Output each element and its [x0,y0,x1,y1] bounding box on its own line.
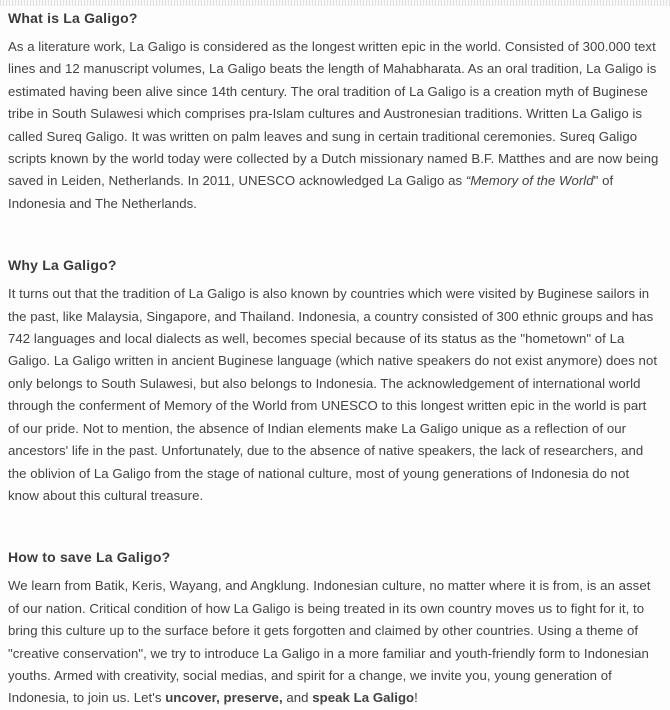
paragraph-text-bold: uncover, preserve, [165,690,283,706]
section-heading: How to save La Galigo? [8,549,171,566]
section-what-is-la-galigo [8,10,660,215]
paragraph-text: " of Indonesia and The Netherlands. [8,173,614,211]
paragraph-text: As a literature work, La Galigo is considered as the longest written epic in the world. Consisted of 300.000 text lines and 12 manuscript volumes, La Galigo beats the length of Mahabharata. As an oral tradition, La Galigo is estimated having been alive since 14th century. The oral tradition of La Galigo is a creation myth of Buginese tribe in South Sulawesi which comprises pra-Islam cultures and Austronesian traditions. Written La Galigo is called Sureq Galigo. It was written on palm leaves and sung in certain traditional ceremonies. Sureq Galigo scripts known by the world today were collected by a Dutch missionary named B.F. Matthes and are now being saved in Leiden, Netherlands. In 2011, UNESCO acknowledged La Galigo as [8,39,659,189]
paragraph-text: We learn from Batik, Keris, Wayang, and Angklung. Indonesian culture, no matter where it is from, is an asset of our nation. Critical condition of how La Galigo is being treated in its own country moves us to fight for it, to bring this culture up to the surface before it gets forgotten and claimed by other countries. Using a theme of "creative conservation", we try to introduce La Galigo in a more familiar and youth-friendly form to Indonesian youths. Armed with creativity, social medias, and spirit for a change, we invite you, young generation of Indonesia, to join us. Let's [8,578,651,706]
section-paragraph [8,283,660,507]
section-why-la-galigo [8,257,660,507]
section-paragraph [8,36,660,215]
paragraph-text: ! [414,690,418,706]
paragraph-text-bold: speak La Galigo [312,690,415,706]
paragraph-text-italic: “Memory of the World [465,173,594,189]
section-heading: Why La Galigo? [8,257,117,274]
section-heading: What is La Galigo? [8,10,138,26]
section-how-to-save-la-galigo [8,549,660,709]
paragraph-text: and [282,690,313,706]
section-paragraph [8,575,660,709]
paragraph-text: It turns out that the tradition of La Galigo is also known by countries which were visited by Buginese sailors in the past, like Malaysia, Singapore, and Thailand. Indonesia, a country consisted of 300 ethnic groups and has 742 languages and local dialects as well, becomes special because of its status as the "hometown" of La Galigo. La Galigo written in ancient Buginese language (which native speakers do not exist anymore) does not only belongs to South Sulawesi, but also belongs to Indonesia. The acknowledgement of international world through the conferment of Memory of the World from UNESCO to this longest written epic in the world is part of our pride. Not to mention, the absence of Indian elements make La Galigo unique as a reflection of our ancestors' life in the past. Unfortunately, due to the absence of native speakers, the lack of researchers, and the oblivion of La Galigo from the stage of national culture, most of young generations of Indonesia do not know about this cultural treasure. [8,286,658,503]
